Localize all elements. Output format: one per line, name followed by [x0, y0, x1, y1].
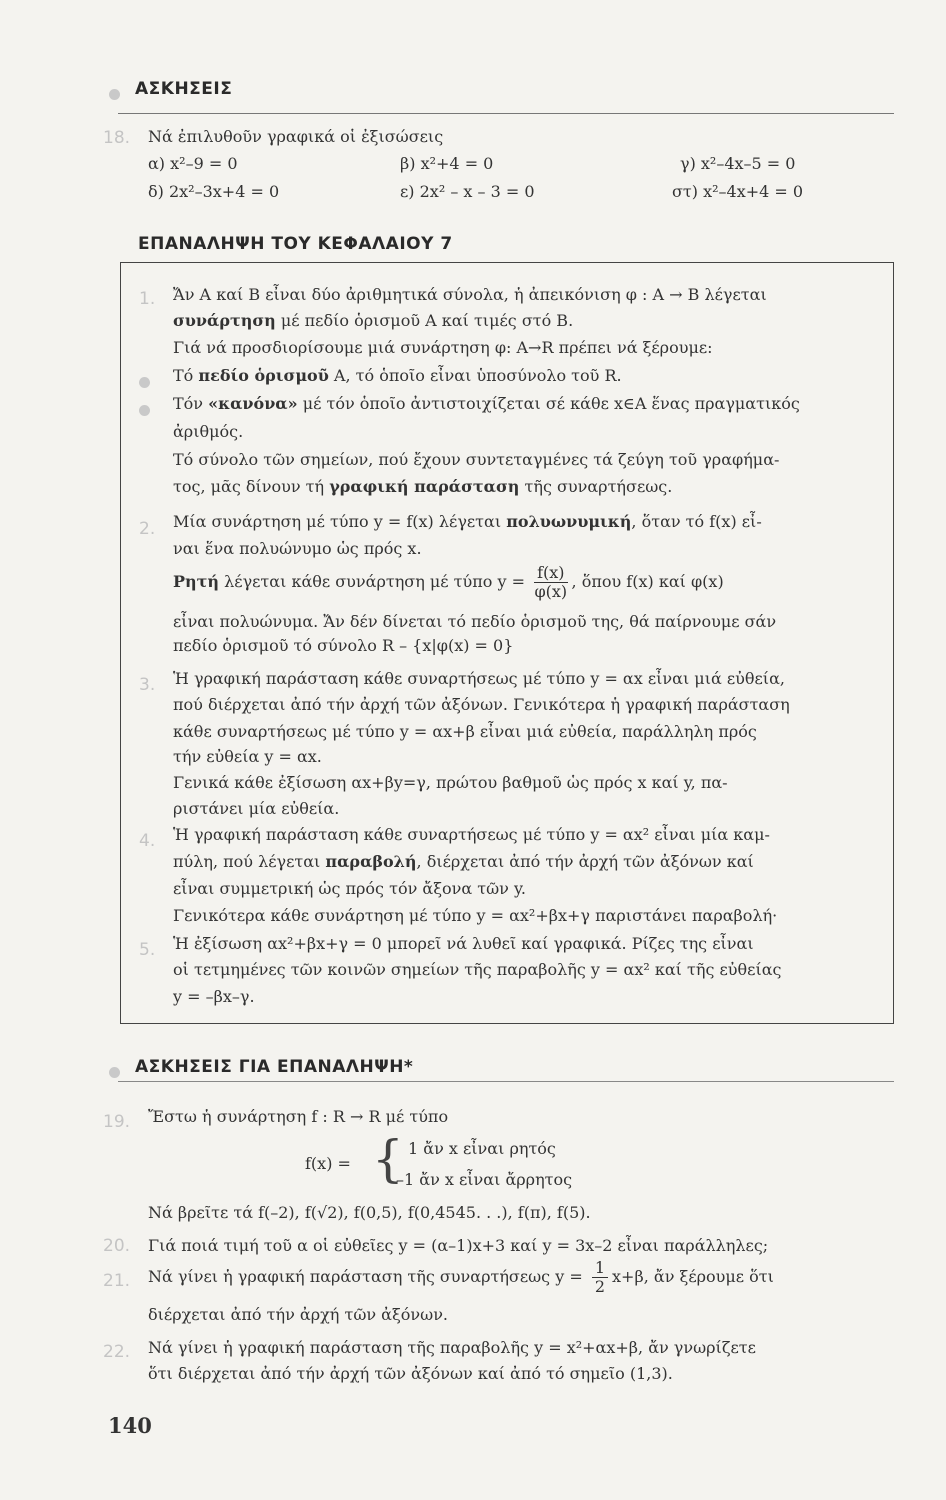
exercise-prompt: Νά ἐπιλυθοῦν γραφικά οἱ ἐξισώσεις	[148, 127, 444, 146]
item-number: 4.	[139, 831, 156, 851]
section-header: ΑΣΚΗΣΕΙΣ	[135, 79, 233, 99]
review-text: συνάρτηση μέ πεδίο ὁρισμοῦ Α καί τιμές στό Β.	[173, 311, 574, 330]
review-text: Ἡ γραφική παράσταση κάθε συναρτήσεως μέ τύπο y = αx εἶναι μιά εὐθεία,	[173, 669, 785, 688]
bullet-dot-icon	[139, 405, 150, 416]
piecewise-label: f(x) =	[305, 1154, 351, 1173]
review-text: οἱ τετμημένες τῶν κοινῶν σημείων τῆς παραβολῆς y = αx² καί τῆς εὐθείας	[173, 960, 782, 979]
rational-function-line: Ρητή λέγεται κάθε συνάρτηση μέ τύπο y = $\frac{f(x)}{\varphi(x)}$ , ὅπου f(x) καί φ(x)	[173, 563, 724, 601]
equation-b: β) x²+4 = 0	[400, 154, 494, 173]
review-text: Γιά νά προσδιορίσουμε μιά συνάρτηση φ: Α→R πρέπει νά ξέρουμε:	[173, 338, 713, 357]
equation-e: ε) 2x² – x – 3 = 0	[400, 182, 535, 201]
review-text: y = –βx–γ.	[173, 987, 255, 1006]
exercise-number: 22.	[103, 1342, 131, 1362]
bullet-text: Τόν «κανόνα» μέ τόν ὁποῖο ἀντιστοιχίζεται σέ κάθε x∈Α ἕνας πραγματικός	[173, 394, 800, 413]
review-text: ναι ἕνα πολυώνυμο ὡς πρός x.	[173, 539, 422, 558]
review-text: Ἄν Α καί Β εἶναι δύο ἀριθμητικά σύνολα, ἡ ἀπεικόνιση φ : Α → Β λέγεται	[173, 285, 767, 304]
equation-d: δ) 2x²–3x+4 = 0	[148, 182, 280, 201]
exercise-text: Γιά ποιά τιμή τοῦ α οἱ εὐθεῖες y = (α–1)x+3 καί y = 3x–2 εἶναι παράλληλες;	[148, 1236, 769, 1255]
review-text: Γενικότερα κάθε συνάρτηση μέ τύπο y = αx²+βx+γ παριστάνει παραβολή·	[173, 906, 778, 925]
review-text: Ἡ γραφική παράσταση κάθε συναρτήσεως μέ τύπο y = αx² εἶναι μία καμ-	[173, 825, 770, 844]
exercise-text: Νά γίνει ἡ γραφική παράσταση τῆς συναρτήσεως y = $\frac{1}{2}$ x+β, ἄν ξέρουμε ὅτι	[148, 1258, 774, 1296]
exercise-text: Ἔστω ἡ συνάρτηση f : R → R μέ τύπο	[148, 1107, 449, 1126]
exercise-text: Νά γίνει ἡ γραφική παράσταση τῆς παραβολῆς y = x²+αx+β, ἄν γνωρίζετε	[148, 1338, 756, 1357]
exercise-text: διέρχεται ἀπό τήν ἀρχή τῶν ἀξόνων.	[148, 1305, 449, 1324]
exercises-rule	[118, 1081, 894, 1082]
exercise-number: 19.	[103, 1112, 131, 1132]
review-text: τήν εὐθεία y = αx.	[173, 747, 322, 766]
bullet-dot-icon	[109, 89, 120, 100]
brace-icon: {	[372, 1130, 404, 1188]
review-title: ΕΠΑΝΑΛΗΨΗ ΤΟΥ ΚΕΦΑΛΑΙΟΥ 7	[138, 234, 453, 254]
bullet-dot-icon	[109, 1067, 120, 1078]
bullet-dot-icon	[139, 377, 150, 388]
review-text: ἀριθμός.	[173, 422, 244, 441]
review-text: εἶναι συμμετρική ὡς πρός τόν ἄξονα τῶν y.	[173, 879, 526, 898]
piecewise-case: 1 ἄν x εἶναι ρητός	[408, 1139, 556, 1158]
page-number: 140	[108, 1413, 152, 1438]
equation-f: στ) x²–4x+4 = 0	[672, 182, 804, 201]
review-text: κάθε συναρτήσεως μέ τύπο y = αx+β εἶναι μιά εὐθεία, παράλληλη πρός	[173, 722, 757, 741]
review-text: Μία συνάρτηση μέ τύπο y = f(x) λέγεται πολυωνυμική, ὅταν τό f(x) εἶ-	[173, 512, 762, 531]
review-text: Γενικά κάθε ἐξίσωση αx+βy=γ, πρώτου βαθμοῦ ὡς πρός x καί y, πα-	[173, 773, 728, 792]
item-number: 1.	[139, 289, 156, 309]
equation-a: α) x²–9 = 0	[148, 154, 238, 173]
piecewise-case: –1 ἄν x εἶναι ἄρρητος	[396, 1170, 573, 1189]
item-number: 2.	[139, 519, 156, 539]
exercise-number: 18.	[103, 128, 131, 148]
term-bold: συνάρτηση	[173, 311, 276, 330]
header-rule	[118, 113, 894, 114]
fraction: $\frac{f(x)}{\varphi(x)}$	[534, 563, 568, 601]
review-text: πύλη, πού λέγεται παραβολή, διέρχεται ἀπό τήν ἀρχή τῶν ἀξόνων καί	[173, 852, 754, 871]
review-text: εἶναι πολυώνυμα. Ἄν δέν δίνεται τό πεδίο ὁρισμοῦ της, θά παίρνουμε σάν	[173, 612, 777, 631]
review-text: Ἡ ἐξίσωση αx²+βx+γ = 0 μπορεῖ νά λυθεῖ καί γραφικά. Ρίζες της εἶναι	[173, 934, 754, 953]
equation-c: γ) x²–4x–5 = 0	[680, 154, 796, 173]
review-text: ριστάνει μία εὐθεία.	[173, 799, 340, 818]
review-text: πεδίο ὁρισμοῦ τό σύνολο R – {x|φ(x) = 0}	[173, 636, 514, 655]
bullet-text: Τό πεδίο ὁρισμοῦ Α, τό ὁποῖο εἶναι ὑποσύνολο τοῦ R.	[173, 366, 622, 385]
exercises-title: ΑΣΚΗΣΕΙΣ ΓΙΑ ΕΠΑΝΑΛΗΨΗ*	[135, 1057, 414, 1077]
review-text: πού διέρχεται ἀπό τήν ἀρχή τῶν ἀξόνων. Γενικότερα ἡ γραφική παράσταση	[173, 695, 790, 714]
exercise-number: 20.	[103, 1236, 131, 1256]
review-text: Τό σύνολο τῶν σημείων, πού ἔχουν συντεταγμένες τά ζεύγη τοῦ γραφήμα-	[173, 450, 780, 469]
review-text: τος, μᾶς δίνουν τή γραφική παράσταση τῆς συναρτήσεως.	[173, 477, 673, 496]
item-number: 3.	[139, 675, 156, 695]
exercise-text: Νά βρεῖτε τά f(–2), f(√2), f(0,5), f(0,4545. . .), f(π), f(5).	[148, 1203, 591, 1222]
fraction: $\frac{1}{2}$	[592, 1259, 608, 1296]
exercise-number: 21.	[103, 1271, 131, 1291]
item-number: 5.	[139, 940, 156, 960]
exercise-text: ὅτι διέρχεται ἀπό τήν ἀρχή τῶν ἀξόνων καί ἀπό τό σημεῖο (1,3).	[148, 1364, 673, 1383]
